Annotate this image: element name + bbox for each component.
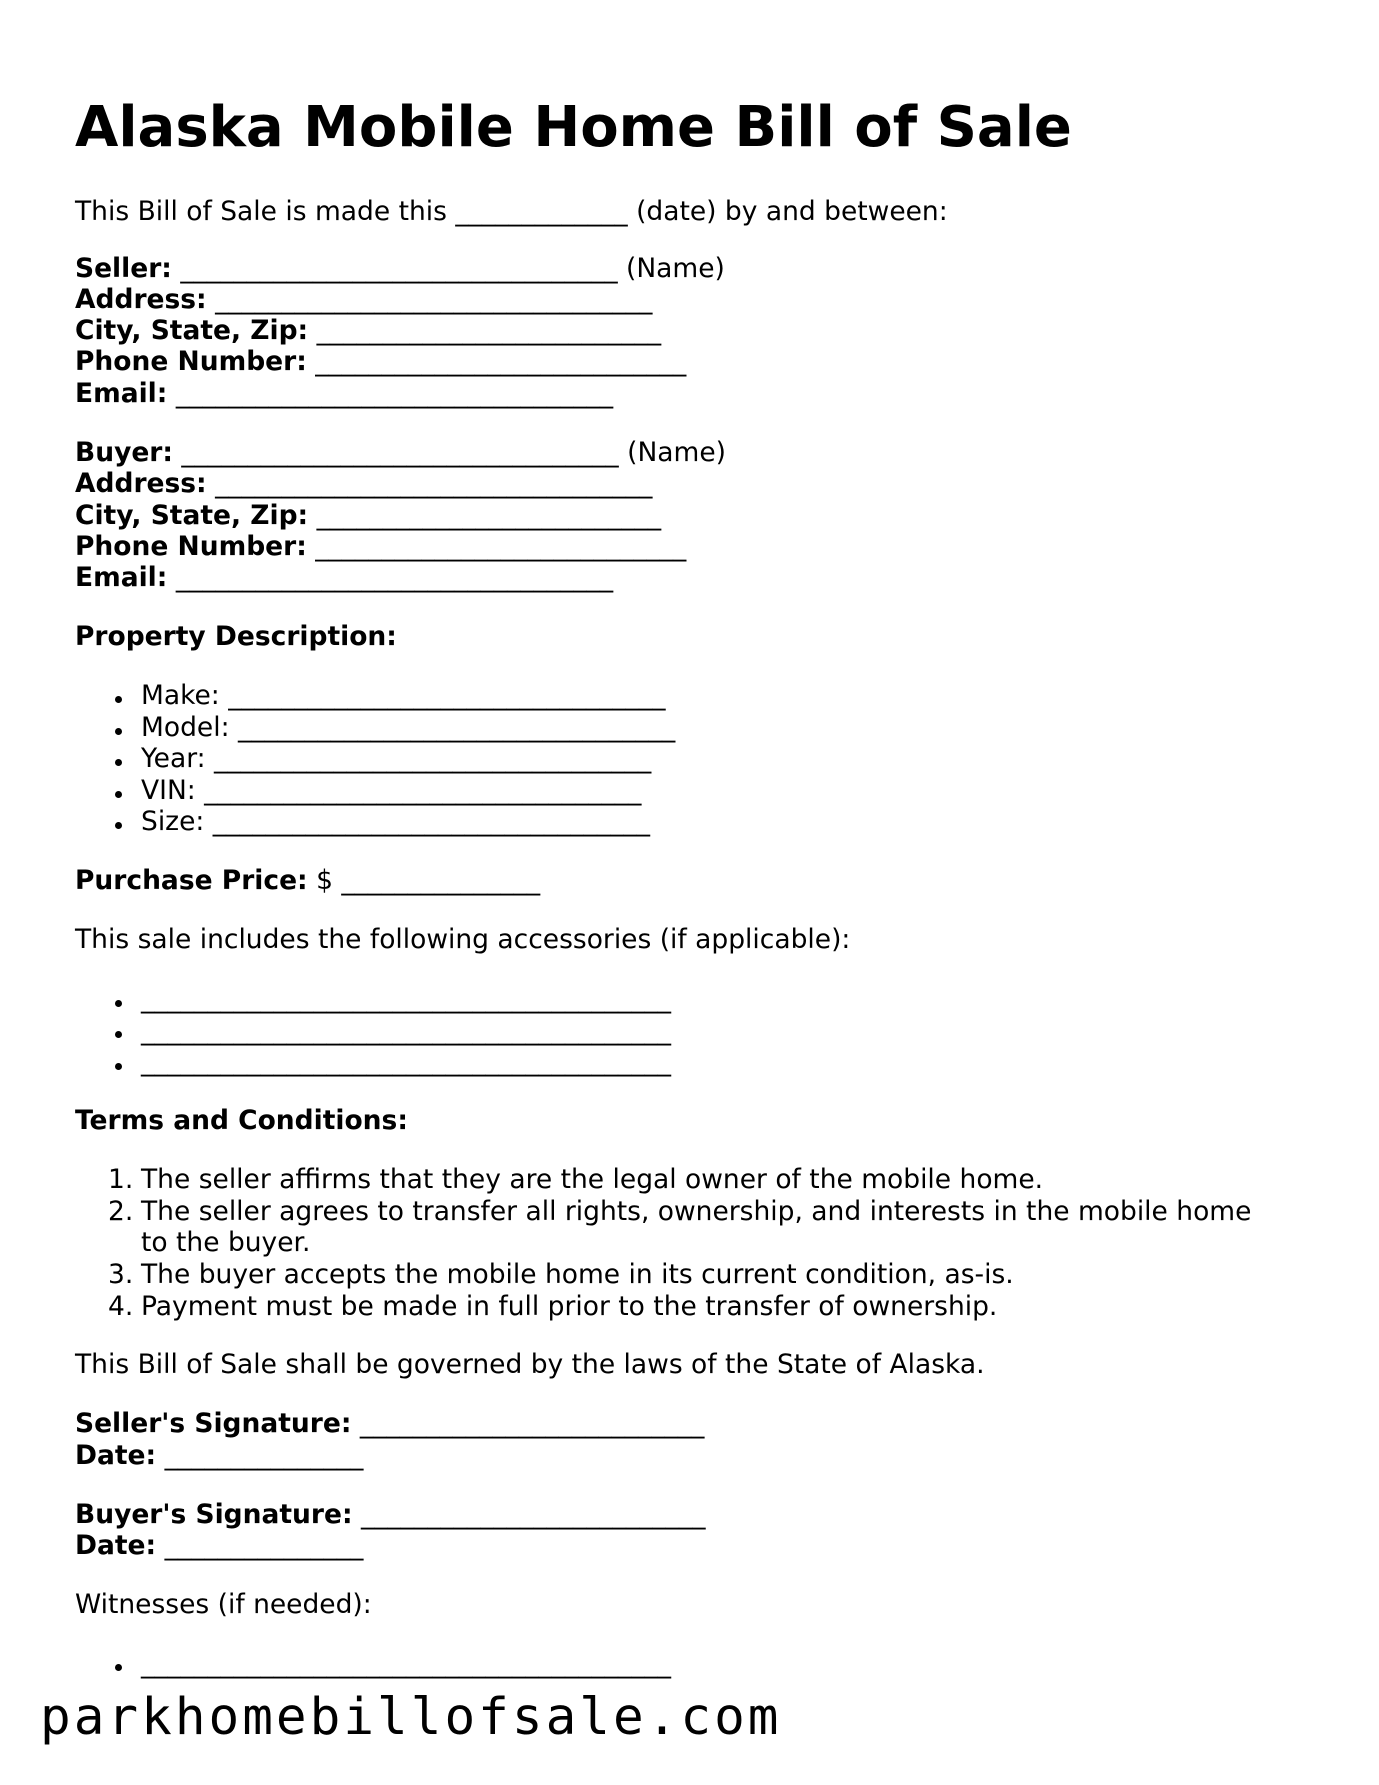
accessory-field[interactable]: ________________________________________ xyxy=(141,1046,671,1077)
witness-field[interactable]: ________________________________________ xyxy=(141,1648,671,1679)
seller-date-field[interactable]: _______________ xyxy=(164,1440,364,1471)
seller-name-row xyxy=(75,253,725,285)
buyer-date-label: Date: xyxy=(75,1530,157,1561)
term-number: 4. xyxy=(108,1291,134,1322)
property-item-label: Model: xyxy=(141,712,230,743)
seller-phone-label: Phone Number: xyxy=(75,346,307,377)
seller-signature-label: Seller's Signature: xyxy=(75,1408,352,1439)
property-item-vin xyxy=(141,775,641,807)
property-item-size xyxy=(141,806,650,838)
property-item-model xyxy=(141,712,675,744)
seller-phone-field[interactable]: ____________________________ xyxy=(315,346,687,377)
witnesses-label: Witnesses (if needed): xyxy=(75,1589,372,1620)
accessories-intro: This sale includes the following accessories (if applicable): xyxy=(75,924,851,955)
buyer-city-label: City, State, Zip: xyxy=(75,500,309,531)
document-title: Alaska Mobile Home Bill of Sale xyxy=(75,95,1072,160)
terms-heading: Terms and Conditions: xyxy=(75,1105,408,1136)
property-heading: Property Description: xyxy=(75,621,397,652)
buyer-city-field[interactable]: __________________________ xyxy=(316,500,662,531)
term-text: Payment must be made in full prior to the transfer of ownership. xyxy=(141,1291,998,1322)
buyer-signature-label: Buyer's Signature: xyxy=(75,1499,353,1530)
seller-address-label: Address: xyxy=(75,284,207,315)
seller-name-suffix: (Name) xyxy=(626,253,725,284)
intro-line xyxy=(75,196,948,228)
seller-city-label: City, State, Zip: xyxy=(75,315,309,346)
buyer-date-field[interactable]: _______________ xyxy=(164,1530,364,1561)
buyer-date-row xyxy=(75,1530,363,1562)
currency-symbol: $ xyxy=(316,865,333,896)
seller-city-field[interactable]: __________________________ xyxy=(316,315,662,346)
buyer-name-field[interactable]: _________________________________ xyxy=(181,437,619,468)
bullet-icon xyxy=(115,728,122,735)
seller-name-field[interactable]: _________________________________ xyxy=(180,253,618,284)
term-number: 3. xyxy=(108,1259,134,1290)
date-blank[interactable]: _____________ xyxy=(455,196,628,227)
seller-date-row xyxy=(75,1440,363,1472)
buyer-signature-field[interactable]: __________________________ xyxy=(361,1499,706,1530)
buyer-name-suffix: (Name) xyxy=(627,437,726,468)
buyer-phone-field[interactable]: ____________________________ xyxy=(315,531,687,562)
property-vin-field[interactable]: _________________________________ xyxy=(204,775,642,806)
term-text-continued: to the buyer. xyxy=(141,1227,311,1258)
seller-email-field[interactable]: _________________________________ xyxy=(175,378,614,409)
property-item-year xyxy=(141,743,651,775)
bullet-icon xyxy=(115,822,122,829)
buyer-phone-label: Phone Number: xyxy=(75,531,307,562)
term-number: 2. xyxy=(108,1196,134,1227)
seller-email-row xyxy=(75,378,613,410)
bullet-icon xyxy=(115,1664,122,1671)
bullet-icon xyxy=(115,759,122,766)
term-text: The buyer accepts the mobile home in its current condition, as-is. xyxy=(141,1259,1014,1290)
seller-signature-row xyxy=(75,1408,704,1440)
accessory-field[interactable]: ________________________________________ xyxy=(141,1015,671,1046)
seller-signature-field[interactable]: __________________________ xyxy=(359,1408,705,1439)
buyer-address-row xyxy=(75,468,652,500)
buyer-phone-row xyxy=(75,531,686,563)
property-item-make xyxy=(141,680,665,712)
seller-city-row xyxy=(75,315,661,347)
term-text: The seller agrees to transfer all rights, ownership, and interests in the mobile home xyxy=(141,1196,1252,1227)
property-year-field[interactable]: _________________________________ xyxy=(214,743,652,774)
property-model-field[interactable]: _________________________________ xyxy=(237,712,676,743)
governing-law: This Bill of Sale shall be governed by the laws of the State of Alaska. xyxy=(75,1349,985,1380)
bullet-icon xyxy=(115,1031,122,1038)
buyer-address-field[interactable]: _________________________________ xyxy=(215,468,653,499)
property-make-field[interactable]: _________________________________ xyxy=(228,680,666,711)
purchase-price-row xyxy=(75,865,540,897)
intro-prefix: This Bill of Sale is made this xyxy=(75,196,447,227)
property-item-label: Size: xyxy=(141,806,205,837)
property-item-label: Make: xyxy=(141,680,220,711)
buyer-email-field[interactable]: _________________________________ xyxy=(175,562,614,593)
buyer-name-row xyxy=(75,437,726,469)
bullet-icon xyxy=(115,1000,122,1007)
buyer-signature-row xyxy=(75,1499,706,1531)
seller-address-field[interactable]: _________________________________ xyxy=(215,284,653,315)
property-size-field[interactable]: _________________________________ xyxy=(212,806,651,837)
seller-date-label: Date: xyxy=(75,1440,157,1471)
intro-suffix: (date) by and between: xyxy=(636,196,948,227)
property-item-label: Year: xyxy=(141,743,206,774)
seller-phone-row xyxy=(75,346,686,378)
term-number: 1. xyxy=(108,1164,134,1195)
bullet-icon xyxy=(115,696,122,703)
seller-address-row xyxy=(75,284,652,316)
seller-name-label: Seller: xyxy=(75,253,172,284)
purchase-price-label: Purchase Price: xyxy=(75,865,308,896)
term-text: The seller affirms that they are the legal owner of the mobile home. xyxy=(141,1164,1044,1195)
buyer-name-label: Buyer: xyxy=(75,437,173,468)
purchase-price-field[interactable]: _______________ xyxy=(341,865,541,896)
buyer-email-label: Email: xyxy=(75,562,168,593)
property-item-label: VIN: xyxy=(141,775,196,806)
bullet-icon xyxy=(115,791,122,798)
buyer-address-label: Address: xyxy=(75,468,207,499)
seller-email-label: Email: xyxy=(75,378,168,409)
bullet-icon xyxy=(115,1063,122,1070)
accessory-field[interactable]: ________________________________________ xyxy=(141,983,671,1014)
site-watermark: parkhomebillofsale.com xyxy=(40,1688,782,1747)
buyer-email-row xyxy=(75,562,613,594)
buyer-city-row xyxy=(75,500,661,532)
